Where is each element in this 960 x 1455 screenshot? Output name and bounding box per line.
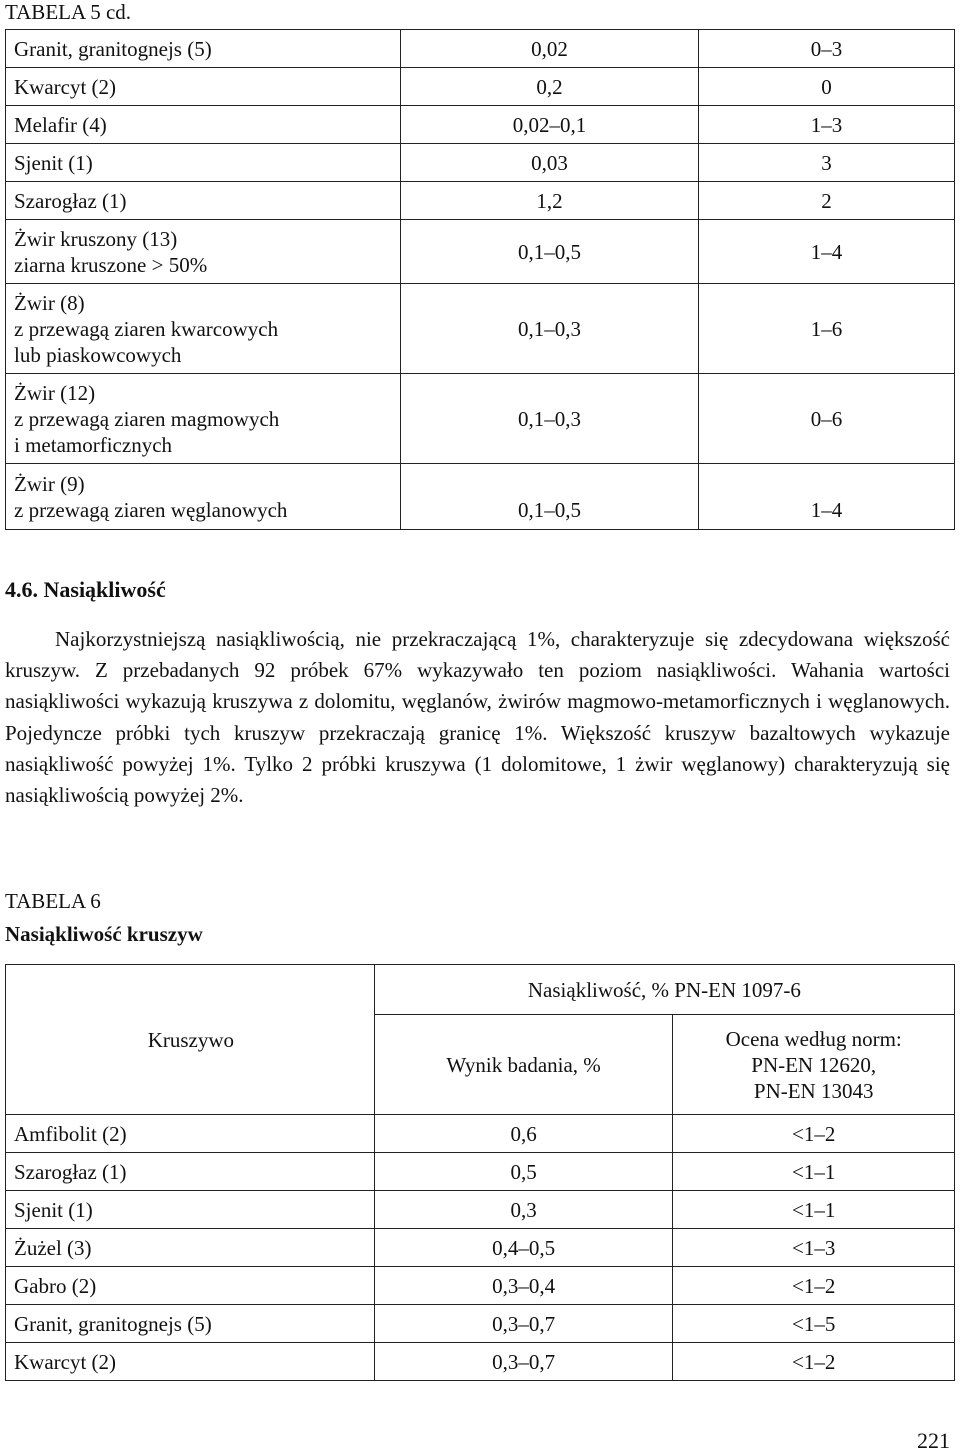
- table-row: [6, 284, 955, 374]
- table5-label: TABELA 5 cd.: [5, 0, 132, 24]
- table6-label: TABELA 6: [5, 889, 101, 913]
- table-row: [6, 374, 955, 464]
- row-value-2: 3: [699, 144, 955, 182]
- row-value-1: 0,1–0,5: [400, 220, 698, 284]
- row-value-2: <1–5: [673, 1305, 955, 1343]
- section-paragraph: [5, 624, 950, 811]
- row-name-line: Żwir (9): [14, 471, 85, 496]
- row-value-2: <1–1: [673, 1153, 955, 1191]
- row-name-line: z przewagą ziaren kwarcowych: [14, 316, 279, 341]
- table-6: [5, 964, 955, 1381]
- row-value-1: 0,02–0,1: [400, 106, 698, 144]
- row-name: Granit, granitognejs (5): [6, 1305, 375, 1343]
- row-value-1: 0,02: [400, 30, 698, 68]
- row-value-1: 1,2: [400, 182, 698, 220]
- row-value-2: 1–6: [699, 284, 955, 374]
- table-row: [6, 1267, 955, 1305]
- table-5: [5, 29, 955, 530]
- row-value-2: <1–3: [673, 1229, 955, 1267]
- row-value-2: <1–2: [673, 1115, 955, 1153]
- row-name: Amfibolit (2): [6, 1115, 375, 1153]
- row-name-line: i metamorficznych: [14, 432, 173, 457]
- row-name: [6, 220, 401, 284]
- row-value-2: <1–2: [673, 1343, 955, 1381]
- row-name: [6, 374, 401, 464]
- header-norm: [673, 1015, 955, 1115]
- header-kruszywo: Kruszywo: [6, 965, 375, 1115]
- row-value-1: 0,3–0,7: [374, 1343, 673, 1381]
- row-name: Sjenit (1): [6, 1191, 375, 1229]
- header-norm-line: PN-EN 12620,: [751, 1052, 877, 1077]
- table-row: [6, 220, 955, 284]
- row-name: Kwarcyt (2): [6, 1343, 375, 1381]
- row-value-1: 0,1–0,3: [400, 374, 698, 464]
- row-name: Żużel (3): [6, 1229, 375, 1267]
- table-header-row: [6, 965, 955, 1015]
- row-value-2: 1–3: [699, 106, 955, 144]
- row-name-line: z przewagą ziaren węglanowych: [14, 497, 288, 522]
- table-row: [6, 1229, 955, 1267]
- row-name: Melafir (4): [6, 106, 401, 144]
- row-value-2: 2: [699, 182, 955, 220]
- table-row: [6, 1305, 955, 1343]
- table-row: [6, 30, 955, 68]
- row-value-2: <1–2: [673, 1267, 955, 1305]
- row-value-1: 0,1–0,5: [400, 464, 698, 530]
- row-value-1: 0,4–0,5: [374, 1229, 673, 1267]
- header-result: Wynik badania, %: [374, 1015, 673, 1115]
- row-name-line: Żwir (12): [14, 380, 96, 405]
- section-heading: 4.6. Nasiąkliwość: [5, 577, 166, 602]
- row-value-1: 0,5: [374, 1153, 673, 1191]
- row-value-2: <1–1: [673, 1191, 955, 1229]
- row-value-2: 1–4: [699, 220, 955, 284]
- table-row: [6, 106, 955, 144]
- row-value-2: 0: [699, 68, 955, 106]
- paragraph-text: Najkorzystniejszą nasiąkliwością, nie przekraczającą 1%, charakteryzuje się zdecydowana większość kruszyw. Z przebadanych 92 próbek 67% wykazywało ten poziom nasiąkliwości. Wahania wartości nasiąkliwości wykazują kruszywa z dolomitu, węglanów, żwirów magmowo-metamorficznych i węglanowych. Pojedyncze próbki tych kruszyw przekraczają granicę 1%. Większość kruszyw bazaltowych wykazuje nasiąkliwość powyżej 1%. Tylko 2 próbki kruszywa (1 dolomitowe, 1 żwir węglanowy) charakteryzują się nasiąkliwością powyżej 2%.: [5, 627, 950, 808]
- row-name-line: z przewagą ziaren magmowych: [14, 406, 280, 431]
- row-name: Kwarcyt (2): [6, 68, 401, 106]
- header-group: Nasiąkliwość, % PN-EN 1097-6: [374, 965, 954, 1015]
- row-name: Sjenit (1): [6, 144, 401, 182]
- table-row: [6, 1191, 955, 1229]
- row-name-line: Żwir kruszony (13): [14, 226, 178, 251]
- table-row: [6, 144, 955, 182]
- row-value-2: 0–6: [699, 374, 955, 464]
- row-value-1: 0,3–0,7: [374, 1305, 673, 1343]
- row-value-1: 0,2: [400, 68, 698, 106]
- header-norm-line: Ocena według norm:: [725, 1026, 902, 1051]
- table-row: [6, 182, 955, 220]
- header-norm-line: PN-EN 13043: [753, 1078, 874, 1103]
- row-value-1: 0,3–0,4: [374, 1267, 673, 1305]
- row-name: [6, 464, 401, 530]
- table-row: [6, 1153, 955, 1191]
- row-value-2: 1–4: [699, 464, 955, 530]
- row-value-1: 0,6: [374, 1115, 673, 1153]
- row-value-1: 0,3: [374, 1191, 673, 1229]
- row-name: Gabro (2): [6, 1267, 375, 1305]
- row-name-line: Żwir (8): [14, 290, 85, 315]
- row-name: Szarogłaz (1): [6, 182, 401, 220]
- row-name: [6, 284, 401, 374]
- row-value-1: 0,03: [400, 144, 698, 182]
- table-row: [6, 464, 955, 530]
- row-value-2: 0–3: [699, 30, 955, 68]
- row-name-line: ziarna kruszone > 50%: [14, 252, 208, 277]
- table-row: [6, 68, 955, 106]
- table6-title: Nasiąkliwość kruszyw: [5, 922, 203, 946]
- page-number: 221: [917, 1428, 950, 1453]
- table-row: [6, 1115, 955, 1153]
- table-row: [6, 1343, 955, 1381]
- row-name-line: lub piaskowcowych: [14, 342, 182, 367]
- row-name: Szarogłaz (1): [6, 1153, 375, 1191]
- row-value-1: 0,1–0,3: [400, 284, 698, 374]
- row-name: Granit, granitognejs (5): [6, 30, 401, 68]
